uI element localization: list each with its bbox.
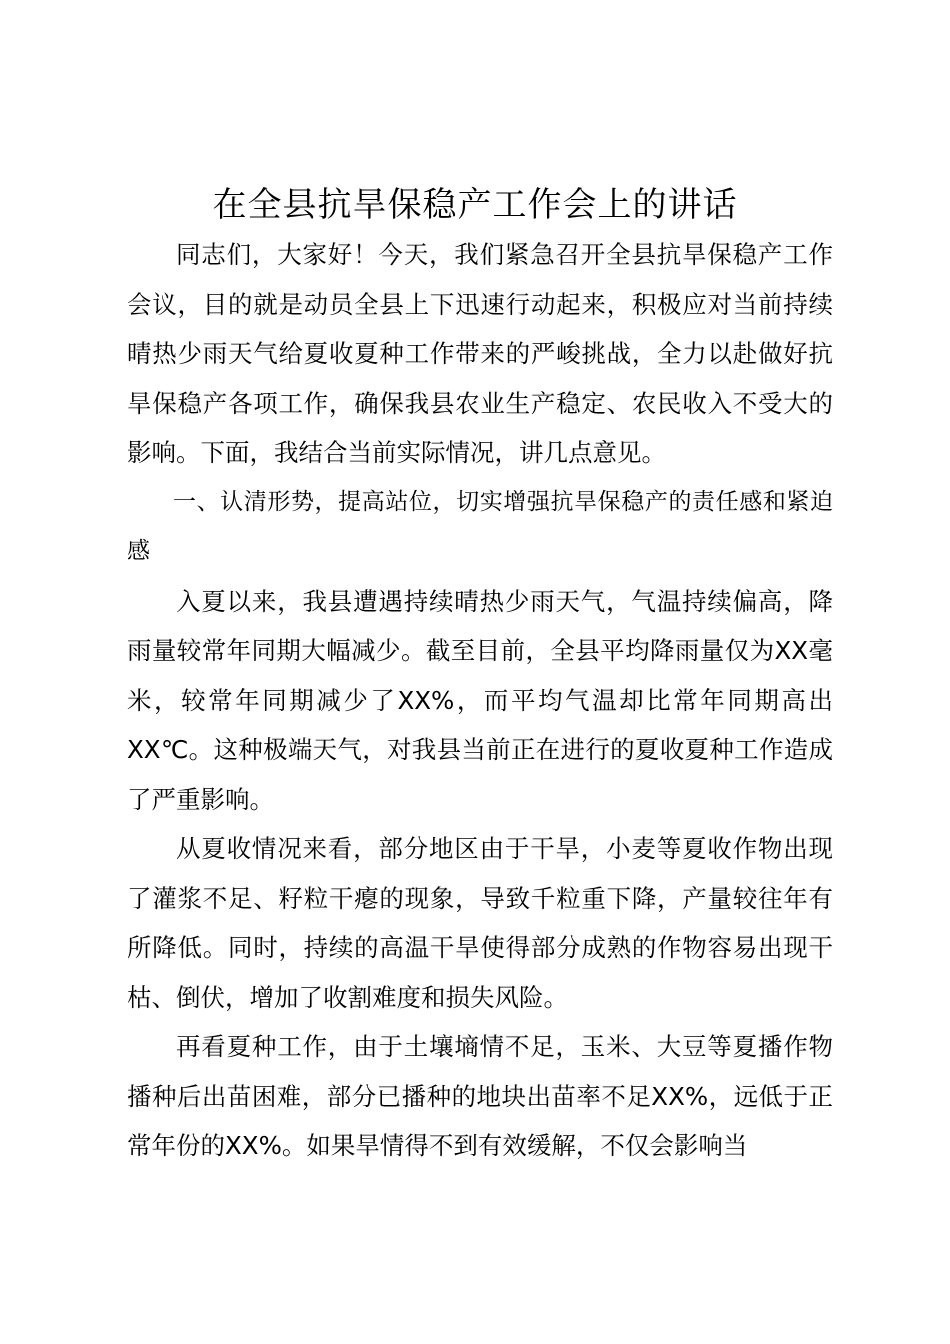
document-title: 在全县抗旱保稳产工作会上的讲话 — [212, 185, 738, 225]
paragraph-summer-planting: 再看夏种工作，由于土壤墒情不足，玉米、大豆等夏播作物播种后出苗困难，部分已播种的地块出苗率不足XX%，远低于正常年份的XX%。如果旱情得不到有效缓解，不仅会影响当 — [127, 1032, 833, 1160]
paragraph-summer-harvest: 从夏收情况来看，部分地区由于干旱，小麦等夏收作物出现了灌浆不足、籽粒干瘪的现象，导致千粒重下降，产量较往年有所降低。同时，持续的高温干旱使得部分成熟的作物容易出现干枯、倒伏，增加了收割难度和损失风险。 — [127, 834, 833, 1012]
paragraph-weather: 入夏以来，我县遭遇持续晴热少雨天气，气温持续偏高，降雨量较常年同期大幅减少。截至目前，全县平均降雨量仅为XX毫米，较常年同期减少了XX%，而平均气温却比常年同期高出XX℃。这种极端天气，对我县当前正在进行的夏收夏种工作造成了严重影响。 — [127, 586, 833, 814]
document-body — [127, 230, 833, 1171]
paragraph-opening: 同志们，大家好！今天，我们紧急召开全县抗旱保稳产工作会议，目的就是动员全县上下迅速行动起来，积极应对当前持续晴热少雨天气给夏收夏种工作带来的严峻挑战，全力以赴做好抗旱保稳产各项工作，确保我县农业生产稳定、农民收入不受大的影响。下面，我结合当前实际情况，讲几点意见。 — [127, 240, 833, 467]
section-heading-1: 一、认清形势，提高站位，切实增强抗旱保稳产的责任感和紧迫感 — [127, 488, 833, 564]
